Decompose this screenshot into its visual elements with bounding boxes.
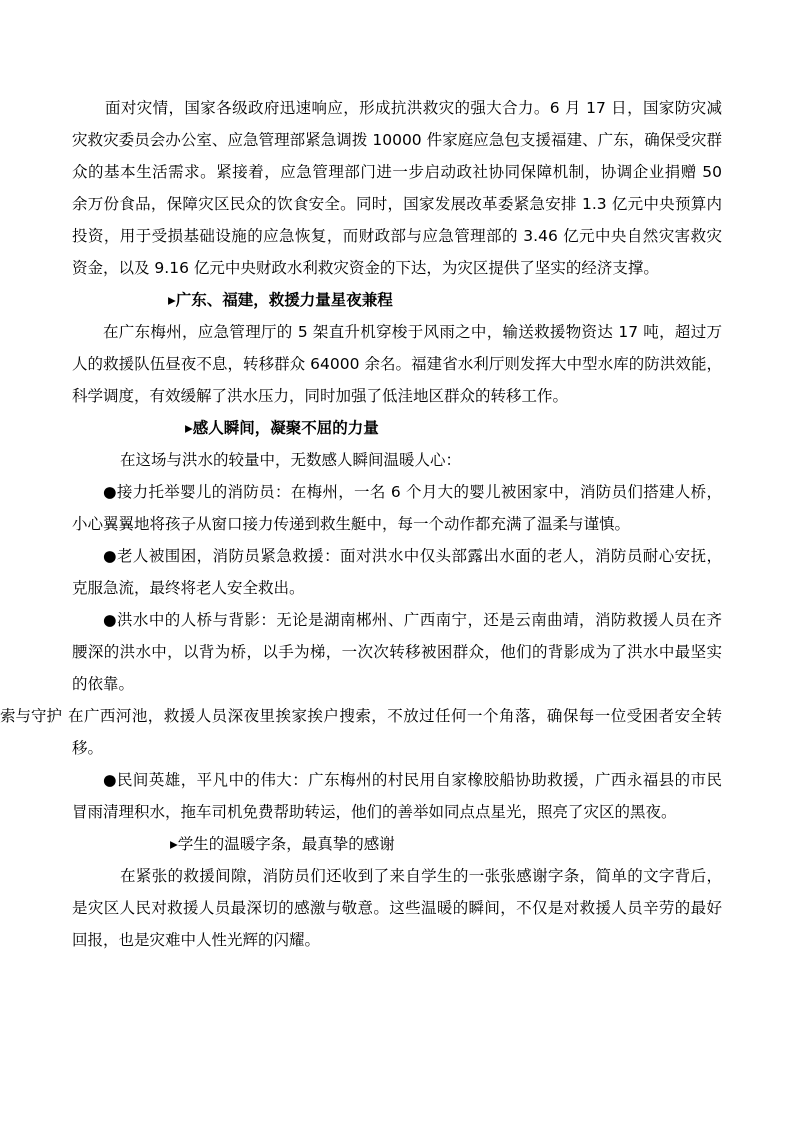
bullet-item [72,604,722,700]
paragraph-line: 投资，用于受损基础设施的应急恢复，而财政部与应急管理部的 3.46 亿元中央自然灾害救灾 [72,227,722,245]
bullet-item [72,540,722,604]
section-heading: ▸感人瞬间，凝聚不屈的力量 [185,419,379,437]
bullet-line: ●老人被围困，消防员紧急救援：面对洪水中仅头部露出水面的老人，消防员耐心安抚， [103,547,722,565]
bullet-line: ●洪水中的人桥与背影：无论是湖南郴州、广西南宁，还是云南曲靖，消防救援人员在齐 [103,611,722,629]
section-paragraph [72,316,722,412]
paragraph-line: 科学调度，有效缓解了洪水压力，同时加强了低洼地区群众的转移工作。 [72,387,569,405]
opening-paragraph [72,92,722,284]
bullet-line: 的依靠。 [72,675,135,693]
document-body [0,92,722,956]
paragraph-line: 众的基本生活需求。紧接着，应急管理部门进一步启动政社协同保障机制，协调企业捐赠 50 [72,163,722,181]
bullet-line [0,700,722,732]
paragraph-line: 灾救灾委员会办公室、应急管理部紧急调拨 10000 件家庭应急包支援福建、广东，确保受灾群 [72,131,722,149]
paragraph-line: 在广东梅州，应急管理厅的 5 架直升机穿梭于风雨之中，输送救援物资达 17 吨，超过万 [103,323,722,341]
bullet-line-text: 在广西河池，救援人员深夜里挨家挨户搜索，不放过任何一个角落，确保每一位受困者安全转 [68,707,722,725]
paragraph-line: 资金，以及 9.16 亿元中央财政水利救灾资金的下达，为灾区提供了坚实的经济支撑。 [72,259,659,277]
paragraph-line: 在紧张的救援间隙，消防员们还收到了来自学生的一张张感谢字条，简单的文字背后， [120,867,722,885]
section-paragraph [72,860,722,956]
bullet-item [0,700,722,764]
bullet-line: 克服急流，最终将老人安全救出。 [72,579,305,597]
bullet-line: ●接力托举婴儿的消防员：在梅州，一名 6 个月大的婴儿被困家中，消防员们搭建人桥， [103,483,722,501]
paragraph-line: 余万份食品，保障灾区民众的饮食安全。同时，国家发展改革委紧急安排 1.3 亿元中央预算内 [72,195,722,213]
paragraph-line: 人的救援队伍昼夜不息，转移群众 64000 余名。福建省水利厅则发挥大中型水库的防洪效能， [72,355,722,373]
bullet-item [72,476,722,540]
section-heading: ▸广东、福建，救援力量星夜兼程 [168,291,393,309]
section-intro: 在这场与洪水的较量中，无数感人瞬间温暖人心： [120,451,462,469]
bullet-line: 小心翼翼地将孩子从窗口接力传递到救生艇中，每一个动作都充满了温柔与谨慎。 [72,515,631,533]
bullet-line: 移。 [72,739,104,757]
paragraph-line: 面对灾情，国家各级政府迅速响应，形成抗洪救灾的强大合力。6 月 17 日，国家防灾减 [105,99,722,117]
paragraph-line: 是灾区人民对救援人员最深切的感激与敬意。这些温暖的瞬间，不仅是对救援人员辛劳的最好 [72,899,722,917]
bullet-line: 腰深的洪水中，以背为桥，以手为梯，一次次转移被困群众，他们的背影成为了洪水中最坚实 [72,643,722,661]
bullet-item [72,764,722,828]
bullet-line: ●民间英雄，平凡中的伟大：广东梅州的村民用自家橡胶船协助救援，广西永福县的市民 [103,771,722,789]
section-heading: ▸学生的温暖字条，最真挚的感谢 [170,835,395,853]
paragraph-line: 回报，也是灾难中人性光辉的闪耀。 [72,931,321,949]
truncated-text-fragment: 索与守护 [0,707,63,725]
bullet-line: 冒雨清理积水，拖车司机免费帮助转运，他们的善举如同点点星光，照亮了灾区的黑夜。 [72,803,677,821]
